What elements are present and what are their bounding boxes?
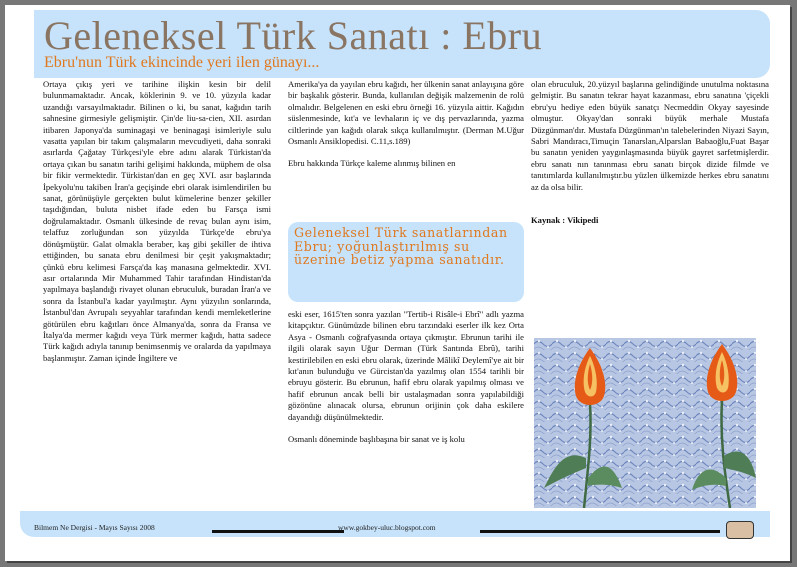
footer-website: www.gokbey-uluc.blogspot.com	[338, 523, 436, 532]
column-2-text-bottom: eski eser, 1615'ten sonra yazılan "Tertib-i Risâle-i Ebrî" adlı yazma kitapçıktır. Günümüzde bilinen ebru tarzındaki eserler ilk kez Orta Asya - Osmanlı coğrafyasında ortaya çıkmıştır. Ebrunun tarihi ile ilgili olarak sayın Uğur Derman (Türk Santında Ebrû), tarihi kestirilebilen en eski ebru olarak, üzerinde Mâlikî Deylemî'ye ait bir kıt'anın bulunduğu ve Gürcistan'da yazılmış olan 1554 tarihli bir ebruyu gösterir. Bu ebrunun, hafif ebru olarak yapılmış olması ve hafif ebrunun ancak belli bir ustalaşmadan sonra yapılabildiği gözönüne alınacak olursa, ebrunun orijinin çok daha eskilere dayandığı düşünülmektedir.	[288, 309, 524, 422]
footer-rule-right	[480, 530, 720, 533]
column-2-text-last: Osmanlı döneminde başlıbaşına bir sanat ve iş kolu	[288, 434, 465, 445]
column-2-top	[288, 79, 524, 170]
source-credit: Kaynak : Vikipedi	[531, 215, 599, 226]
page-title: Geleneksel Türk Sanatı : Ebru	[44, 13, 543, 58]
page-number-box	[726, 521, 754, 539]
column-3-text: olan ebruculuk, 20.yüzyıl başlarına gelindiğinde unutulma noktasına gelmiştir. Bu sanatın tekrar hayat kazanması, ebru sanatına 'çiçekli ebru'yu hediye eden büyük sanatçı Necmeddin Okyay sayesinde olmuştur. Okyay'dan sonraki büyük merhale Mustafa Düzgünman'dır. Mustafa Düzgünman'ın talebelerinden Niyazi Sayın, Sabri Mandıracı,Timuçin Tanarslan,Alparslan Babaoğlu,Fuat Başar bu sanatın yeniden yaygınlaşmasında büyük gayret sarfetmişlerdir. ebru sanatı nın tanınması ebru sanatı birçok dizide filmde ve tanıtımlarda kullanılmıştır.bu yüzlen ülkemizde herkes ebru sanatını az da olsa bilir.	[531, 79, 769, 192]
column-3	[531, 79, 769, 226]
column-1	[43, 79, 271, 364]
pull-quote-box	[288, 222, 524, 302]
page-subtitle: Ebru'nun Türk ekincinde yeri ilen günayı...	[44, 54, 320, 71]
footer-rule-left	[212, 530, 344, 533]
column-2-bottom	[288, 309, 524, 445]
column-2-text-mid: Ebru hakkında Türkçe kaleme alınmış bilinen en	[288, 158, 456, 169]
pull-quote: Geleneksel Türk sanatlarından Ebru; yoğunlaştırılmış su üzerine betiz yapma sanatıdır.	[294, 225, 508, 267]
footer-magazine: Bilmem Ne Dergisi - Mayıs Sayısı 2008	[34, 523, 155, 532]
ebru-tulip-illustration	[534, 338, 756, 508]
column-2-text-top: Amerika'ya da yayılan ebru kağıdı, her ülkenin sanat anlayışına göre bir başkalık gösterir. Bunda, kullanılan değişik malzemenin de rolü olmalıdır. Belgelenen en eski ebru örneği 16. yüzyıla aittir. Kağıdın süslenmesinde, kıt'a ve levhaların iç ve dış pervazlarında, yazma ciltlerinde yan kağıdı olarak sıkça kullanılmıştır. (Derman M.Uğur Osmanlı Ansiklopedisi. C.11,s.189)	[288, 79, 524, 147]
column-1-text: Ortaya çıkış yeri ve tarihine ilişkin kesin bir delil bulunmamaktadır. Ancak, köklerinin 9. ve 10. yüzyıla kadar uzandığı varsayılmaktadır. Bilinen o ki, bu sanat, kağıdın tarih sahnesine girmesiyle gelişmiştir. Çin'de liu-sa-cien, XII. asırdan itibaren Japonya'da suminagaşi ve beninagaşi isimleriyle sulu vasatta yapılan bir takım çalışmaların mevcudiyeti, daha sonraki asırlarda Çağatay Türkçesi'yle ebre adını alarak Türkistan'da ortaya çıkan bu sanatın tarihi gelişimi hakkında, müphem de olsa bir fikir vermektedir. Türkistan'dan en geç XVI. asır başlarında İpekyolu'nu takiben İran'a geçişinde ebri olarak isimlendirilen bu sanat, görünüşüyle gerçekten bulut kümelerine benzer şekiller taşıdığından, buluta nisbet ifade eden bu Farsça ismi doğrulamaktadır. Osmanlı ülkesinde de revaç bulan aynı isim, telaffuz zorluğundan son yüzyılda Türkçe'de ebru'ya dönüşmüştür. Galat olmakla beraber, kaş gibi şekiller de ihtiva ettiğinden, bu sanata ebru denilmesi bir çeşit yakışmaktadır; çünkü ebru kelimesi Farsça'da kaş manasına gelmektedir. XVI. asır ortalarında Mir Muhammed Tahir tarafından Hindistan'da yapılmaya başlandığı rivayet olunan ebruculuk, buradan İran'a ve sonra da İstanbul'a kadar yayılmıştır. Aynı yüzyılın sonlarında, İstanbul'dan Avrupalı seyyahlar tarafından kendi memleketlerine götürülen ebru kağıtları önce Almanya'da, sonra da Fransa ve İtalya'da mermer kağıdı veya Türk mermer kağıdı, hatta sadece Türk kağıdı adıyla tanınıp benimsenmiş ve oralarda da yapılmaya başlanmıştır. Zaman içinde İngiltere ve	[43, 79, 271, 363]
